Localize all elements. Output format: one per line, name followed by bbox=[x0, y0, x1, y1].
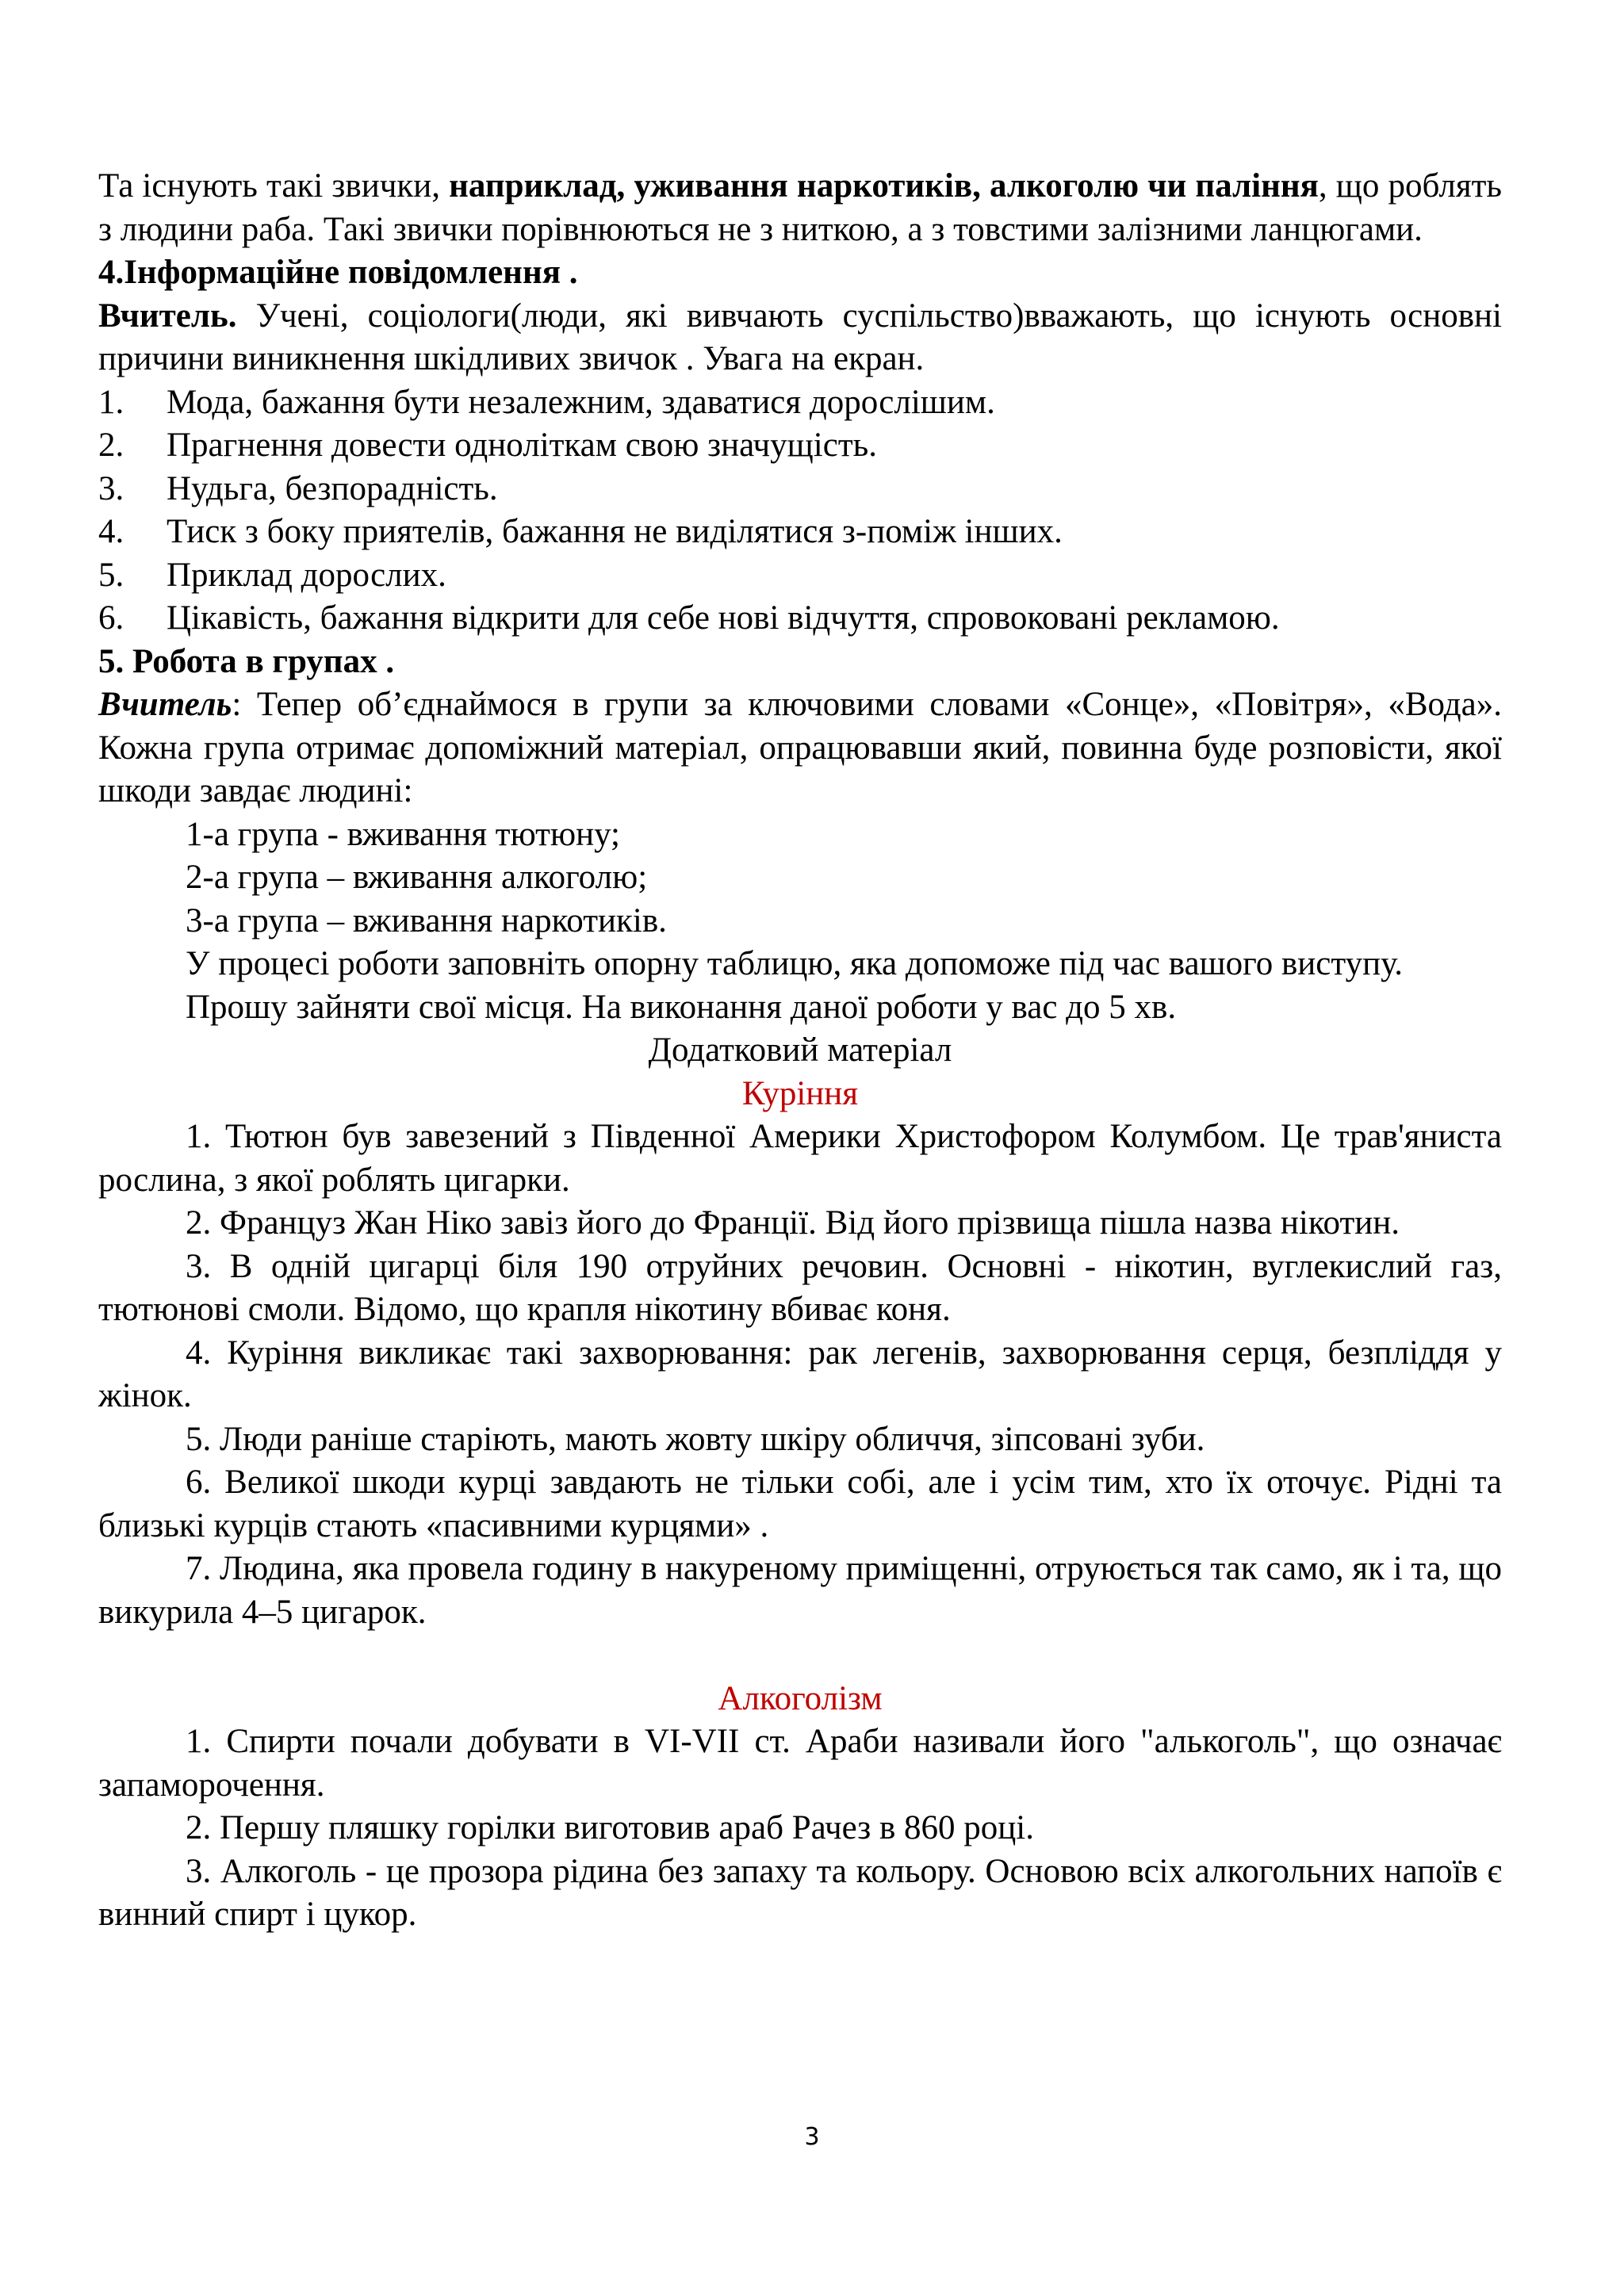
smoking-item: 1. Тютюн був завезений з Південної Америки Христофором Колумбом. Це трав'яниста рослина, з якої роблять цигарки. bbox=[98, 1118, 1502, 1199]
groups-block bbox=[98, 813, 1502, 1030]
alcohol-title: Алкоголізм bbox=[718, 1679, 883, 1717]
list-item-number: 6. bbox=[98, 599, 124, 637]
instruction-text: Прошу зайняти свої місця. На виконання даної роботи у вас до 5 хв. bbox=[186, 988, 1177, 1026]
list-item-text: Прагнення довести одноліткам свою значущість. bbox=[167, 427, 877, 464]
list-item-number: 1. bbox=[98, 383, 124, 421]
list-item bbox=[98, 554, 1502, 598]
group-item: 3-а група – вживання наркотиків. bbox=[186, 901, 667, 939]
teacher-label-italic: Вчитель bbox=[98, 686, 232, 723]
smoking-item: 4. Куріння викликає такі захворювання: рак легенів, захворювання серця, безпліддя у жінок. bbox=[98, 1334, 1502, 1414]
alcohol-item: 1. Спирти почали добувати в VI-VII ст. Араби називали його "алькоголь", що означає запаморочення. bbox=[98, 1723, 1502, 1804]
section-4-teacher-paragraph bbox=[98, 295, 1502, 381]
intro-bold-text: наприклад, уживання наркотиків, алкоголю чи паління bbox=[449, 167, 1319, 205]
smoking-title: Куріння bbox=[741, 1074, 859, 1112]
list-item bbox=[98, 381, 1502, 425]
section-5-heading: 5. Робота в групах . bbox=[98, 642, 395, 680]
alcohol-item: 3. Алкоголь - це прозора рідина без запаху та кольору. Основою всіх алкогольних напоїв є винний спирт і цукор. bbox=[98, 1852, 1502, 1933]
list-item-number: 2. bbox=[98, 427, 124, 464]
smoking-items bbox=[98, 1115, 1502, 1634]
smoking-item: 3. В одній цигарці біля 190 отруйних речовин. Основні - нікотин, вуглекислий газ, тютюнові смоли. Відомо, що крапля нікотину вбиває коня. bbox=[98, 1247, 1502, 1328]
intro-paragraph bbox=[98, 165, 1502, 251]
additional-material-title: Додатковий матеріал bbox=[648, 1031, 952, 1069]
list-item-text: Цікавість, бажання відкрити для себе нові відчуття, спровоковані рекламою. bbox=[167, 599, 1280, 637]
list-item-text: Тиск з боку приятелів, бажання не виділятися з-поміж інших. bbox=[167, 513, 1063, 550]
list-item bbox=[98, 597, 1502, 641]
teacher-text: Учені, соціологи(люди, які вивчають суспільство)вважають, що існують основні причини виникнення шкідливих звичок . Увага на екран. bbox=[98, 297, 1502, 377]
document-page bbox=[98, 165, 1502, 1937]
alcohol-items bbox=[98, 1720, 1502, 1937]
section-4-heading: 4.Інформаційне повідомлення . bbox=[98, 254, 578, 291]
list-item bbox=[98, 511, 1502, 554]
intro-text-1: Та існують такі звички, bbox=[98, 167, 450, 205]
list-item bbox=[98, 468, 1502, 511]
group-item: 2-а група – вживання алкоголю; bbox=[186, 859, 648, 896]
causes-list bbox=[98, 381, 1502, 641]
list-item-number: 5. bbox=[98, 556, 124, 594]
list-item-text: Приклад дорослих. bbox=[167, 556, 446, 594]
smoking-item: 7. Людина, яка провела годину в накуреному приміщенні, отруюється так само, як і та, що викурила 4–5 цигарок. bbox=[98, 1550, 1502, 1631]
teacher-label: Вчитель. bbox=[98, 297, 237, 335]
section-spacer bbox=[98, 1634, 1502, 1678]
alcohol-item: 2. Першу пляшку горілки виготовив араб Рачез в 860 році. bbox=[186, 1809, 1034, 1846]
list-item-number: 3. bbox=[98, 469, 124, 507]
list-item-text: Нудьга, безпорадність. bbox=[167, 469, 498, 507]
list-item-number: 4. bbox=[98, 513, 124, 550]
group-item: 1-а група - вживання тютюну; bbox=[186, 815, 620, 853]
smoking-item: 6. Великої шкоди курці завдають не тільки собі, але і усім тим, хто їх оточує. Рідні та близькі курців стають «пасивними курцями» . bbox=[98, 1464, 1502, 1544]
smoking-item: 2. Француз Жан Ніко завіз його до Франції. Від його прізвища пішла назва нікотин. bbox=[186, 1204, 1400, 1242]
intro-text-2: , що роблять з людини раба. Такі звички порівнюються не з ниткою, а з товстими залізними ланцюгами. bbox=[98, 167, 1503, 248]
page-number: 3 bbox=[804, 2123, 820, 2151]
list-item-text: Мода, бажання бути незалежним, здаватися дорослішим. bbox=[167, 383, 995, 421]
list-item bbox=[98, 424, 1502, 468]
section-5-teacher-paragraph bbox=[98, 683, 1502, 813]
smoking-item: 5. Люди раніше старіють, мають жовту шкіру обличчя, зіпсовані зуби. bbox=[186, 1420, 1205, 1458]
teacher-text: : Тепер об’єднаймося в групи за ключовими словами «Сонце», «Повітря», «Вода». Кожна група отримає допоміжний матеріал, опрацювавши який, повинна буде розповісти, якої шкоди завдає людині: bbox=[98, 686, 1502, 809]
instruction-text: У процесі роботи заповніть опорну таблицю, яка допоможе під час вашого виступу. bbox=[186, 945, 1404, 982]
